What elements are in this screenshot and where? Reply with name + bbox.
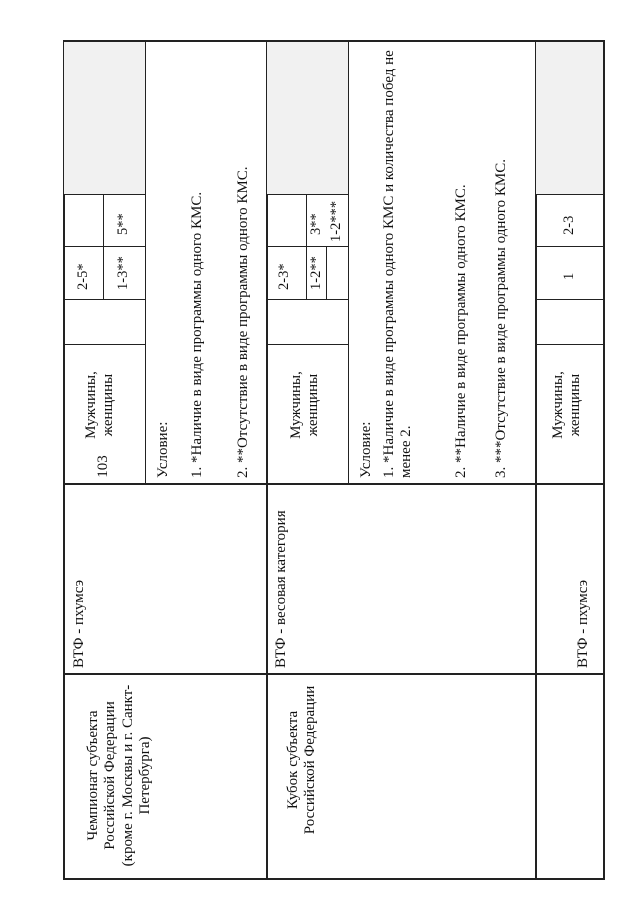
- condition-line: 2. **Отсутствие в виде программы одного КМС.: [235, 166, 251, 478]
- place-cell: 3**: [308, 213, 324, 235]
- place-cell: 5**: [115, 213, 131, 235]
- place-cell: 2-5*: [75, 263, 91, 290]
- place-cell: 2-3: [561, 215, 577, 235]
- discipline-cell: ВТФ - пхумсэ: [575, 579, 591, 668]
- competition-cell: Чемпионат субъекта Российской Федерации (кроме г. Москвы и г. Санкт-Петербурга): [85, 684, 153, 867]
- competition-cell: Кубок субъекта Российской Федерации: [285, 685, 319, 835]
- condition-line: 2. **Наличие в виде программы одного КМС.: [453, 184, 469, 478]
- place-cell: 1-3**: [115, 256, 131, 290]
- condition-line: 1. *Наличие в виде программы одного КМС и количества побед не менее 2.: [381, 50, 415, 478]
- condition-line: 1. *Наличие в виде программы одного КМС.: [189, 191, 205, 478]
- gender-cell: Мужчины, женщины: [83, 371, 117, 439]
- place-cell: 1-2**: [308, 256, 324, 290]
- condition-line: Условие:: [358, 421, 374, 478]
- condition-line: Условие:: [155, 421, 171, 478]
- discipline-cell: ВТФ - пхумсэ: [71, 579, 87, 668]
- place-cell: 1-2***: [328, 200, 344, 242]
- rotated-table: [63, 40, 603, 880]
- gender-cell: Мужчины, женщины: [550, 371, 584, 439]
- condition-line: 3. ***Отсутствие в виде программы одного КМС.: [493, 159, 509, 478]
- place-cell: 1: [561, 272, 577, 280]
- gender-cell: Мужчины, женщины: [288, 371, 322, 439]
- place-cell: 2-3*: [276, 263, 292, 290]
- discipline-cell: ВТФ - весовая категория: [273, 510, 289, 668]
- page-number: 103: [94, 455, 111, 478]
